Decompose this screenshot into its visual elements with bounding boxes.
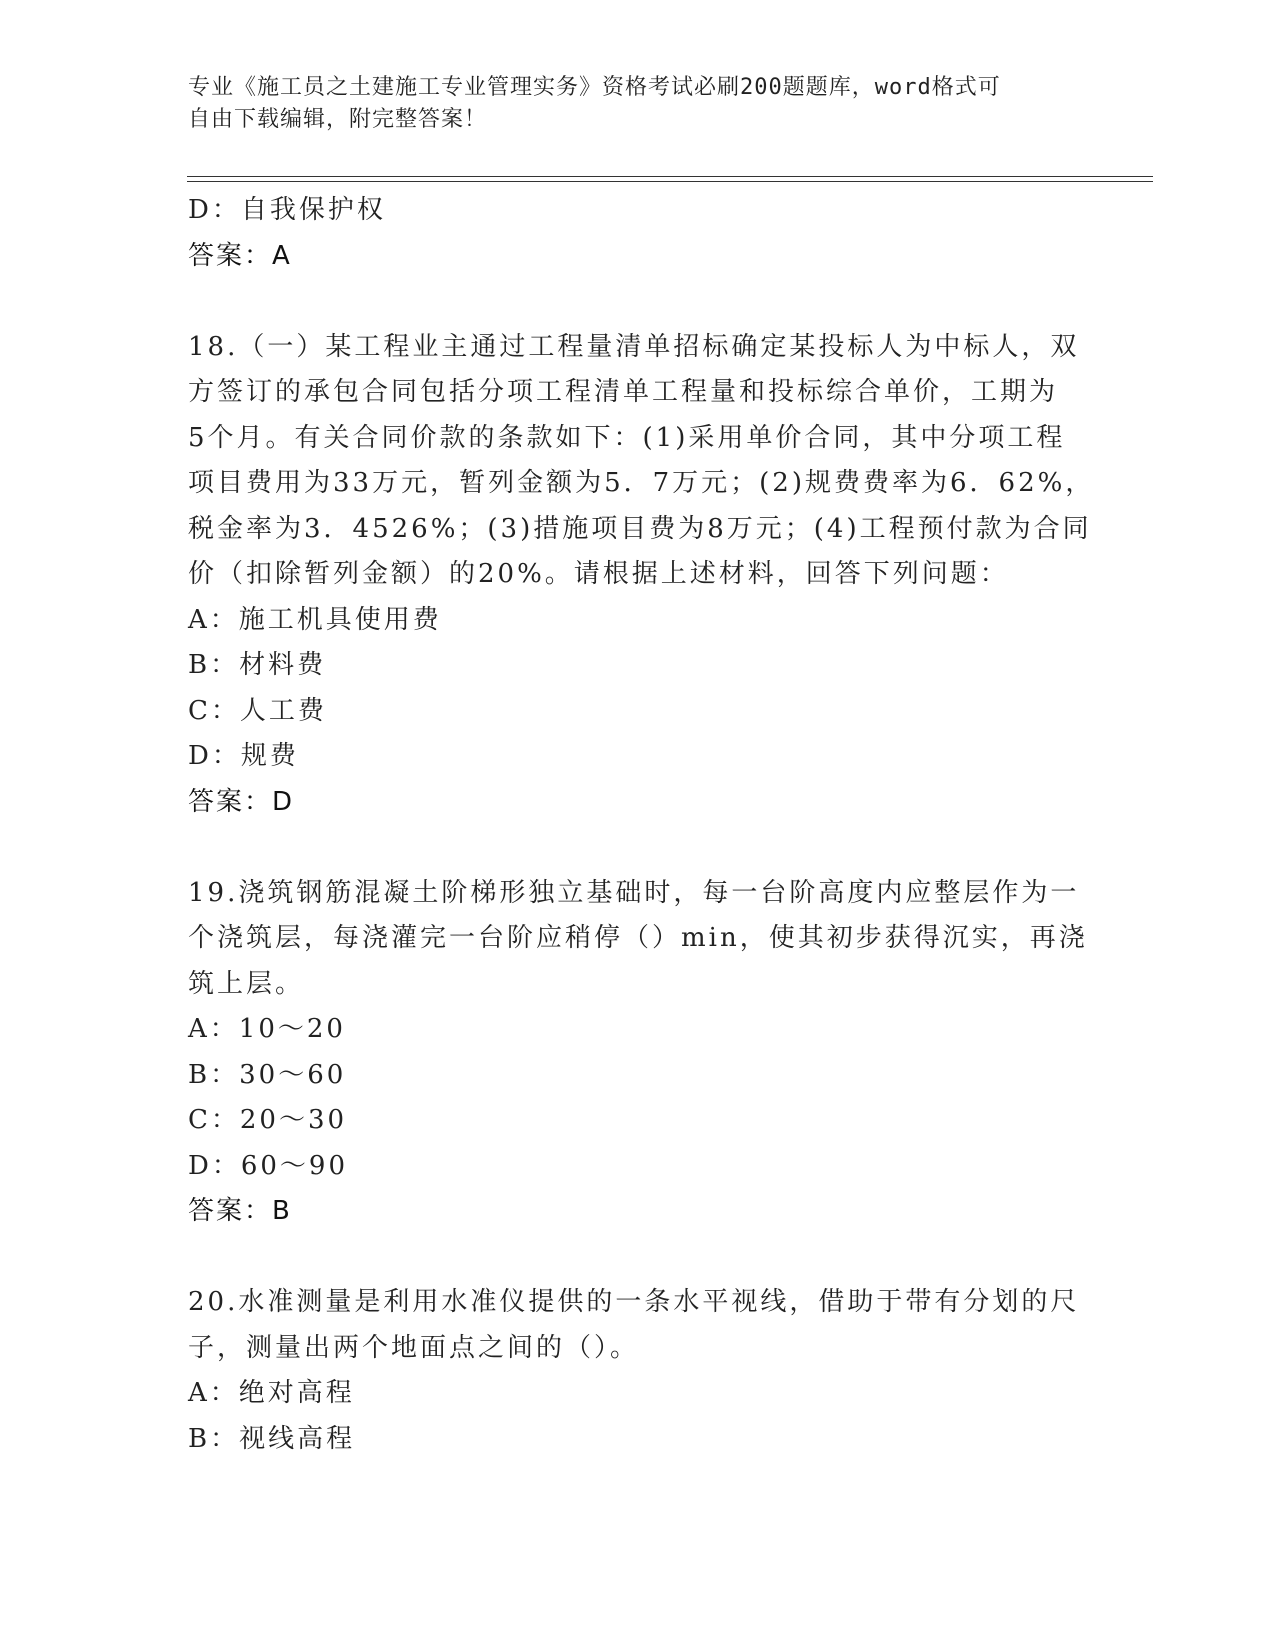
- option-d: D：自我保护权: [188, 195, 386, 225]
- question-text-line: 5个月。有关合同价款的条款如下：(1)采用单价合同，其中分项工程: [188, 422, 1066, 453]
- question-text-line: 18.（一）某工程业主通过工程量清单招标确定某投标人为中标人，双: [188, 331, 1080, 362]
- option-b: B：材料费: [188, 650, 327, 680]
- question-text-line: 税金率为3．4526%；(3)措施项目费为8万元；(4)工程预付款为合同: [188, 513, 1092, 544]
- answer-line: 答案：D: [188, 786, 295, 817]
- header-line-1: 专业《施工员之土建施工专业管理实务》资格考试必刷200题题库，word格式可: [188, 75, 1001, 100]
- option-d: D：规费: [188, 741, 299, 771]
- header-line-2: 自由下载编辑，附完整答案！: [188, 107, 488, 132]
- option-b: B：视线高程: [188, 1423, 356, 1454]
- question-text-line: 筑上层。: [188, 968, 305, 999]
- option-c: C：20～30: [188, 1105, 348, 1135]
- header-divider-bottom: [187, 181, 1153, 182]
- question-20: [188, 1280, 1088, 1462]
- spacer: [188, 1235, 1088, 1281]
- question-text-line: 项目费用为33万元，暂列金额为5．7万元；(2)规费费率为6．62%，: [188, 468, 1095, 498]
- question-18: [188, 325, 1095, 826]
- question-17-tail: [188, 188, 1088, 279]
- answer-line: 答案：B: [188, 1196, 292, 1226]
- spacer: [188, 279, 1088, 325]
- option-b: B：30～60: [188, 1059, 347, 1090]
- question-text-line: 方签订的承包合同包括分项工程清单工程量和投标综合单价，工期为: [188, 377, 1059, 407]
- header-divider-top: [187, 176, 1153, 177]
- option-a: A：10～20: [188, 1014, 346, 1044]
- question-text-line: 价（扣除暂列金额）的20%。请根据上述材料，回答下列问题：: [188, 559, 1009, 589]
- document-header: [188, 72, 1068, 136]
- option-d: D：60～90: [188, 1150, 349, 1181]
- question-text-line: 20.水准测量是利用水准仪提供的一条水平视线，借助于带有分划的尺: [188, 1287, 1080, 1317]
- answer-line: 答案：A: [188, 240, 292, 271]
- spacer: [188, 825, 1088, 871]
- document-body: [188, 188, 1095, 1462]
- option-a: A：施工机具使用费: [188, 604, 442, 635]
- option-c: C：人工费: [188, 695, 327, 726]
- question-text-line: 个浇筑层，每浇灌完一台阶应稍停（）min，使其初步获得沉实，再浇: [188, 923, 1088, 953]
- question-text-line: 19.浇筑钢筋混凝土阶梯形独立基础时，每一台阶高度内应整层作为一: [188, 877, 1080, 908]
- option-a: A：绝对高程: [188, 1378, 355, 1408]
- question-19: [188, 871, 1088, 1235]
- question-text-line: 子，测量出两个地面点之间的（）。: [188, 1332, 640, 1363]
